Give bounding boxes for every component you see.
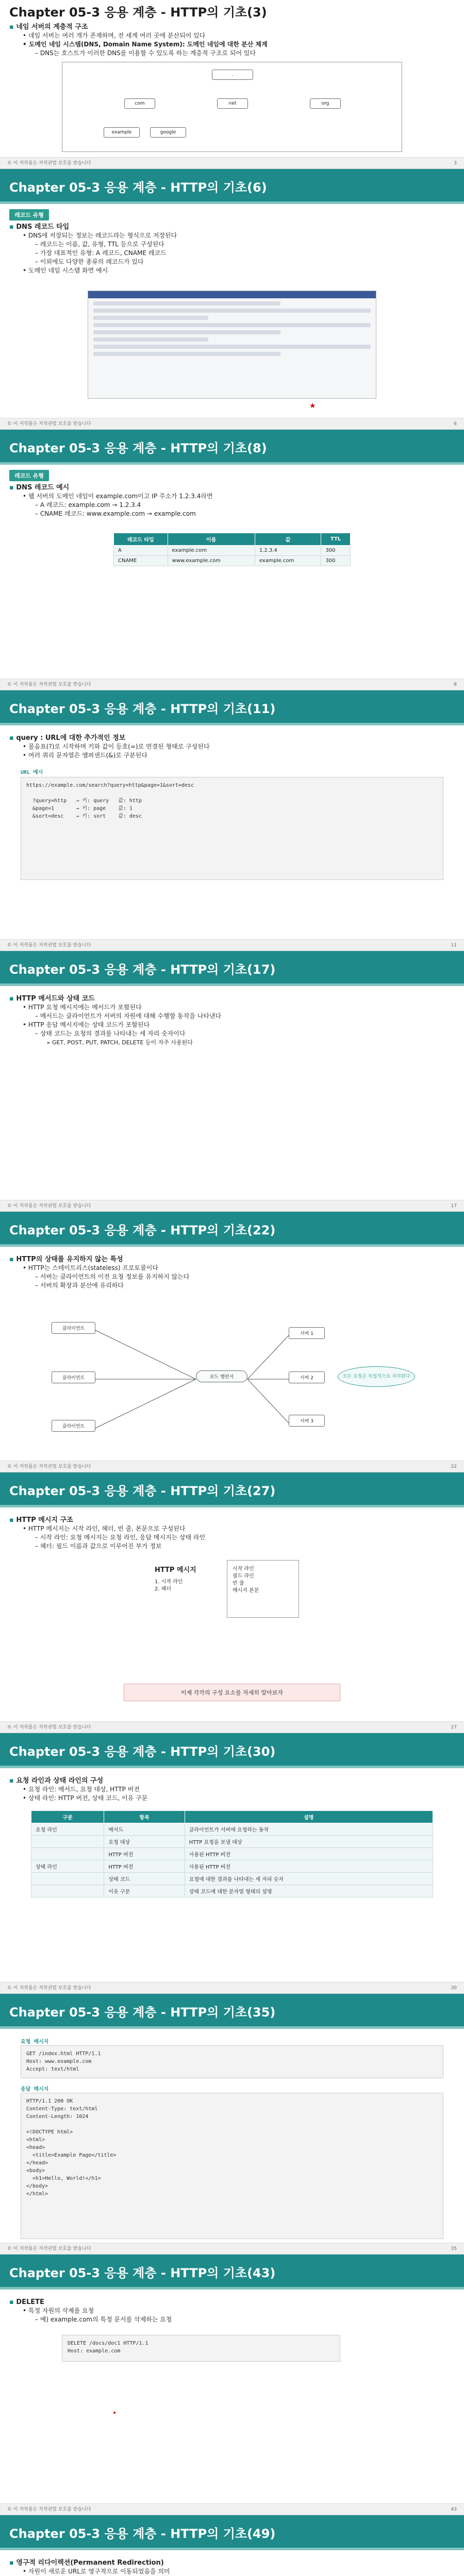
- table-cell: 요청에 대한 결과를 나타내는 세 자리 숫자: [185, 1873, 433, 1885]
- bullet: – 가장 대표적인 유형: A 레코드, CNAME 레코드: [9, 249, 455, 258]
- slide-content: [9, 1255, 455, 1290]
- table-cell: example.com: [255, 556, 321, 566]
- page-number: 17: [451, 1204, 457, 1209]
- bullet: • 도메인 네임 시스템 화면 예시: [9, 266, 455, 275]
- line-structure-table: [31, 1810, 433, 1897]
- client-node: 클라이언트: [52, 1322, 95, 1334]
- slide-35: [0, 1994, 464, 2255]
- table-cell: [31, 1873, 104, 1885]
- table-cell: [31, 1885, 104, 1897]
- footer-text: © 이 저작물은 저작권법 보호를 받습니다: [7, 1725, 91, 1730]
- bullet: – 예) example.com의 특정 문서를 삭제하는 요청: [9, 2315, 455, 2324]
- bullet: – 레코드는 이름, 값, 유형, TTL 등으로 구성된다: [9, 240, 455, 249]
- slide-27: [0, 1472, 464, 1733]
- slide-content: [9, 1776, 455, 1803]
- slide-22: [0, 1212, 464, 1472]
- note-line: 1. 시작 라인: [155, 1579, 183, 1585]
- bullet: • HTTP 메시지는 시작 라인, 헤더, 빈 줄, 본문으로 구성된다: [9, 1524, 455, 1533]
- table-row: [31, 1823, 433, 1836]
- bullet: • 네임 서버는 여러 개가 존재하며, 전 세계 여러 곳에 분산되어 있다: [9, 31, 455, 40]
- slide-footer: [0, 1721, 464, 1733]
- section-tag: 레코드 유형: [9, 470, 49, 481]
- bullet: • 요청 라인: 메서드, 요청 대상, HTTP 버전: [9, 1785, 455, 1794]
- message-part: 시작 라인: [233, 1566, 254, 1572]
- slide-title: Chapter 05-3 응용 계층 - HTTP의 기초(22): [9, 1223, 276, 1238]
- domain-node: google: [150, 127, 186, 138]
- table-cell: CNAME: [114, 556, 168, 566]
- slide-footer: [0, 2503, 464, 2515]
- page-number: 22: [451, 1464, 457, 1469]
- table-cell: 이유 구문: [104, 1885, 185, 1897]
- tld-node: org: [310, 98, 341, 109]
- footer-text: © 이 저작물은 저작권법 보호를 받습니다: [7, 2507, 91, 2512]
- table-cell: 요청 라인: [31, 1823, 104, 1836]
- slide-content: [9, 2298, 455, 2324]
- slide-title: Chapter 05-3 응용 계층 - HTTP의 기초(35): [9, 2005, 276, 2020]
- page-number: 27: [451, 1725, 457, 1730]
- table-cell: www.example.com: [168, 556, 255, 566]
- table-cell: 상태 라인: [31, 1860, 104, 1873]
- slide-title: Chapter 05-3 응용 계층 - HTTP의 기초(43): [9, 2266, 276, 2280]
- bullet: ▪ DNS 레코드 타입: [9, 223, 455, 231]
- page-number: 11: [451, 943, 457, 948]
- slide-content: [9, 483, 455, 518]
- bullet: ▸ GET, POST, PUT, PATCH, DELETE 등이 자주 사용된다: [9, 1038, 455, 1047]
- table-header: 레코드 타입: [114, 533, 168, 546]
- section-tag: 레코드 유형: [9, 209, 49, 221]
- bullet: • 웹 서버의 도메인 네임이 example.com이고 IP 주소가 1.2.3.4라면: [9, 492, 455, 501]
- table-row: [31, 1836, 433, 1848]
- slide-49: [0, 2515, 464, 2576]
- slide-content: [9, 994, 455, 1047]
- code-title: 요청 메시지: [21, 2039, 49, 2045]
- bullet: – 시작 라인: 요청 메시지는 요청 라인, 응답 메시지는 상태 라인: [9, 1533, 455, 1542]
- bullet: • HTTP 요청 메시지에는 메서드가 포함된다: [9, 1003, 455, 1012]
- slide-6: [0, 169, 464, 430]
- slide-footer: [0, 2243, 464, 2254]
- table-header: 값: [255, 533, 321, 546]
- footer-text: © 이 저작물은 저작권법 보호를 받습니다: [7, 682, 91, 687]
- table-cell: 300: [321, 546, 351, 556]
- slide-title: Chapter 05-3 응용 계층 - HTTP의 기초(6): [9, 180, 267, 195]
- table-cell: 메서드: [104, 1823, 185, 1836]
- request-code-block: GET /index.html HTTP/1.1 Host: www.example.com Accept: text/html: [21, 2045, 443, 2078]
- message-structure-box: [227, 1560, 299, 1618]
- footer-text: © 이 저작물은 저작권법 보호를 받습니다: [7, 2246, 91, 2251]
- code-block: DELETE /docs/doc1 HTTP/1.1 Host: example.com: [62, 2335, 340, 2362]
- message-part: 메시지 본문: [233, 1588, 259, 1594]
- bullet: ▪ 영구적 리다이렉션(Permanent Redirection): [9, 2558, 455, 2567]
- slide-title: Chapter 05-3 응용 계층 - HTTP의 기초(8): [9, 441, 267, 455]
- bullet: ▪ DELETE: [9, 2298, 455, 2307]
- table-row: [114, 556, 351, 566]
- response-code-block: HTTP/1.1 200 OK Content-Type: text/html Content-Length: 1024 <!DOCTYPE html> <html> <head> <title>Example Page</title> </head> <body> <h1>Hello, World!</h1> </body> </html>: [21, 2093, 443, 2239]
- table-cell: 상태 코드: [104, 1873, 185, 1885]
- slide-content: [9, 1516, 455, 1551]
- caption-ellipse: 모든 요청은 독립적으로 처리된다: [338, 1366, 415, 1387]
- table-cell: 사용된 HTTP 버전: [185, 1848, 433, 1860]
- table-cell: 요청 대상: [104, 1836, 185, 1848]
- slide-content: [9, 223, 455, 275]
- server-node: 서버 3: [289, 1415, 325, 1427]
- slide-footer: [0, 1200, 464, 1211]
- table-header: 설명: [185, 1811, 433, 1823]
- stateless-diagram: [46, 1310, 418, 1449]
- bullet: • DNS에 저장되는 정보는 레코드라는 형식으로 저장된다: [9, 231, 455, 240]
- slide-8: [0, 430, 464, 690]
- table-cell: 300: [321, 556, 351, 566]
- page-number: 43: [451, 2507, 457, 2512]
- table-header: TTL: [321, 533, 351, 546]
- bullet: • HTTP는 스테이트리스(stateless) 프로토콜이다: [9, 1264, 455, 1273]
- message-part: 빈 줄: [233, 1581, 244, 1586]
- balancer-node: 로드 밸런서: [196, 1370, 247, 1382]
- code-block: https://example.com/search?query=http&page=1&sort=desc ?query=http → 키: query 값: http &page=1 → 키: page 값: 1 &sort=desc → 키: sort 값: desc: [21, 777, 443, 880]
- slide-footer: [0, 1982, 464, 1993]
- table-cell: [31, 1848, 104, 1860]
- slide-footer: [0, 418, 464, 429]
- bullet: ▪ HTTP의 상태를 유지하지 않는 특성: [9, 1255, 455, 1264]
- bullet: – 상태 코드는 요청의 결과를 나타내는 세 자리 숫자이다: [9, 1029, 455, 1038]
- message-label: HTTP 메시지: [155, 1566, 196, 1574]
- slide-3: [0, 0, 464, 169]
- table-row: [31, 1848, 433, 1860]
- client-node: 클라이언트: [52, 1371, 95, 1383]
- slide-title: Chapter 05-3 응용 계층 - HTTP의 기초(17): [9, 962, 276, 977]
- root-node: .: [212, 70, 253, 80]
- table-cell: 사용된 HTTP 버전: [185, 1860, 433, 1873]
- slide-footer: [0, 1461, 464, 1472]
- footer-text: © 이 저작물은 저작권법 보호를 받습니다: [7, 1204, 91, 1209]
- bullet: – DNS는 호스트가 이러한 DNS를 이용할 수 있도록 하는 계층적 구조로 되어 있다: [9, 49, 455, 58]
- bullet: – 서버의 확장과 분산에 유리하다: [9, 1281, 455, 1290]
- message-part: 필드 라인: [233, 1573, 254, 1579]
- slide-11: [0, 690, 464, 951]
- dns-hierarchy-figure: [62, 62, 402, 152]
- record-table: [113, 533, 351, 566]
- footer-text: © 이 저작물은 저작권법 보호를 받습니다: [7, 161, 91, 166]
- table-cell: HTTP 버전: [104, 1848, 185, 1860]
- slide-footer: [0, 939, 464, 951]
- slide-footer: [0, 679, 464, 690]
- table-row: [31, 1860, 433, 1873]
- bullet: • 특정 자원의 삭제를 요청: [9, 2307, 455, 2315]
- table-row: [114, 546, 351, 556]
- slide-content: [9, 2558, 455, 2576]
- bullet: – 서버는 클라이언트의 이전 요청 정보를 유지하지 않는다: [9, 1273, 455, 1281]
- bullet: – CNAME 레코드: www.example.com → example.com: [9, 510, 455, 518]
- bullet: • 물음표(?)로 시작하며 키와 값이 등호(=)로 연결된 형태로 구성된다: [9, 742, 455, 751]
- slide-title: Chapter 05-3 응용 계층 - HTTP의 기초(27): [9, 1484, 276, 1498]
- table-header: 이름: [168, 533, 255, 546]
- table-cell: 클라이언트가 서버에 요청하는 동작: [185, 1823, 433, 1836]
- bullet: • 여러 쿼리 문자열은 앰퍼샌드(&)로 구분된다: [9, 751, 455, 760]
- tld-node: net: [217, 98, 248, 109]
- slide-content: [9, 23, 455, 58]
- table-row: [31, 1885, 433, 1897]
- bullet: • 상태 라인: HTTP 버전, 상태 코드, 이유 구문: [9, 1794, 455, 1803]
- bullet: ▪ query : URL에 대한 추가적인 정보: [9, 734, 455, 742]
- slide-43: [0, 2255, 464, 2515]
- table-cell: A: [114, 546, 168, 556]
- code-title: 응답 메시지: [21, 2087, 49, 2092]
- table-header: 구분: [31, 1811, 104, 1823]
- bullet: ▪ HTTP 메시지 구조: [9, 1516, 455, 1524]
- page-number: 35: [451, 2246, 457, 2251]
- slide-title: Chapter 05-3 응용 계층 - HTTP의 기초(49): [9, 2527, 276, 2541]
- footer-text: © 이 저작물은 저작권법 보호를 받습니다: [7, 1464, 91, 1469]
- table-header: 항목: [104, 1811, 185, 1823]
- slide-content: [9, 734, 455, 760]
- table-cell: 1.2.3.4: [255, 546, 321, 556]
- slide-title: Chapter 05-3 응용 계층 - HTTP의 기초(3): [9, 5, 267, 20]
- page-number: 3: [454, 161, 457, 166]
- slide-title: Chapter 05-3 응용 계층 - HTTP의 기초(30): [9, 1744, 276, 1759]
- footer-text: © 이 저작물은 저작권법 보호를 받습니다: [7, 1986, 91, 1991]
- table-cell: 상태 코드에 대한 문자열 형태의 설명: [185, 1885, 433, 1897]
- message-notes: [155, 1579, 183, 1593]
- marker-icon: ★: [309, 402, 316, 410]
- table-cell: [31, 1836, 104, 1848]
- tld-node: com: [124, 98, 155, 109]
- client-node: 클라이언트: [52, 1420, 95, 1432]
- page-number: 30: [451, 1986, 457, 1991]
- marker-icon: •: [112, 2409, 117, 2417]
- page-number: 6: [454, 421, 457, 427]
- page-number: 8: [454, 682, 457, 687]
- bullet: • 자원이 새로운 URL로 영구적으로 이동되었음을 의미: [9, 2567, 455, 2576]
- domain-node: example: [104, 127, 140, 138]
- table-cell: HTTP 버전: [104, 1860, 185, 1873]
- bullet: – 메서드는 클라이언트가 서버의 자원에 대해 수행할 동작을 나타낸다: [9, 1012, 455, 1021]
- slide-title: Chapter 05-3 응용 계층 - HTTP의 기초(11): [9, 702, 276, 716]
- server-node: 서버 2: [289, 1371, 325, 1383]
- bullet: – 이외에도 다양한 종류의 레코드가 있다: [9, 258, 455, 266]
- footer-text: © 이 저작물은 저작권법 보호를 받습니다: [7, 421, 91, 427]
- table-cell: example.com: [168, 546, 255, 556]
- bullet: ▪ HTTP 메서드와 상태 코드: [9, 994, 455, 1003]
- bullet: • HTTP 응답 메시지에는 상태 코드가 포함된다: [9, 1021, 455, 1029]
- bullet: ▪ DNS 레코드 예시: [9, 483, 455, 492]
- bullet: ▪ 요청 라인과 상태 라인의 구성: [9, 1776, 455, 1785]
- highlight-note: 이제 각각의 구성 요소를 자세히 알아보자: [124, 1684, 340, 1701]
- slide-17: [0, 951, 464, 1212]
- code-title: URL 예시: [21, 770, 43, 775]
- slide-footer: [0, 157, 464, 168]
- table-cell: HTTP 요청을 보낼 대상: [185, 1836, 433, 1848]
- slide-30: [0, 1733, 464, 1994]
- bullet: – A 레코드: example.com → 1.2.3.4: [9, 501, 455, 510]
- table-row: [31, 1873, 433, 1885]
- dns-console-screenshot: [88, 291, 376, 399]
- note-line: 2. 헤더: [155, 1586, 172, 1592]
- bullet: ▪ 네임 서버의 계층적 구조: [9, 23, 455, 31]
- server-node: 서버 1: [289, 1327, 325, 1339]
- bullet: • 도메인 네임 시스템(DNS, Domain Name System): 도메인 네임에 대한 분산 체계: [9, 40, 455, 49]
- footer-text: © 이 저작물은 저작권법 보호를 받습니다: [7, 943, 91, 948]
- bullet: – 헤더: 필드 이름과 값으로 이루어진 부가 정보: [9, 1542, 455, 1551]
